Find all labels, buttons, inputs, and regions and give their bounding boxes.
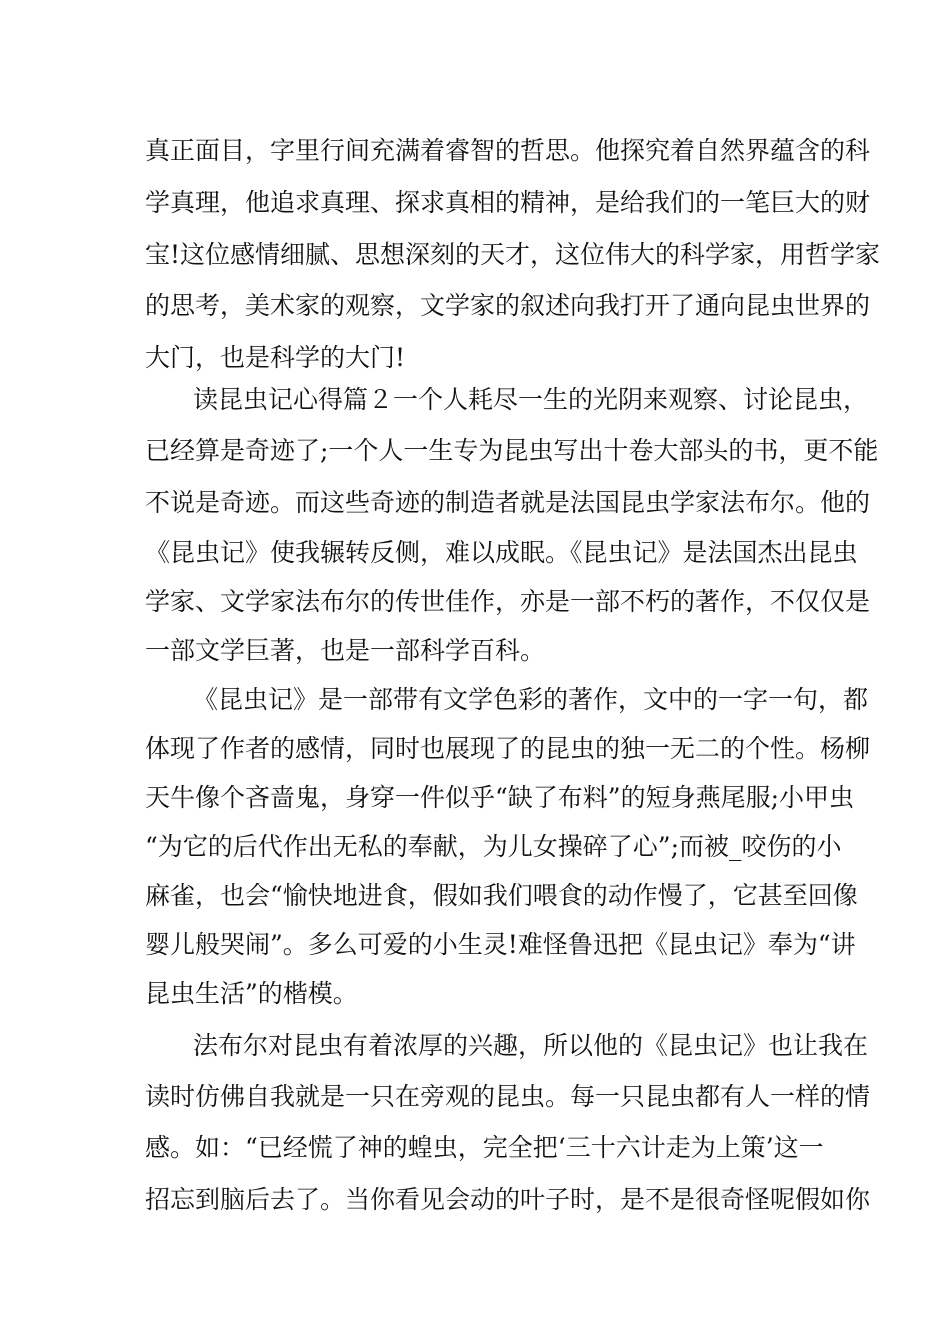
paragraph-line: 《昆虫记》使我辗转反侧，难以成眠。《昆虫记》是法国杰出昆虫 <box>145 538 858 567</box>
paragraph-line: 宝!这位感情细腻、思想深刻的天才，这位伟大的科学家，用哲学家 <box>145 240 881 269</box>
paragraph-line: “为它的后代作出无私的奉献，为儿女操碎了心”;而被_咬伤的小 <box>145 832 842 861</box>
paragraph-line: 《昆虫记》是一部带有文学色彩的著作，文中的一字一句，都 <box>193 685 869 714</box>
paragraph-line: 体现了作者的感情，同时也展现了的昆虫的独一无二的个性。杨柳 <box>145 734 871 763</box>
paragraph-line: 麻雀，也会“愉快地进食，假如我们喂食的动作慢了，它甚至回像 <box>145 881 858 910</box>
paragraph-line: 婴儿般哭闹”。多么可爱的小生灵!难怪鲁迅把《昆虫记》奉为“讲 <box>145 930 856 959</box>
paragraph-line: 读昆虫记心得篇２一个人耗尽一生的光阴来观察、讨论昆虫， <box>193 385 869 414</box>
paragraph-line: 天牛像个吝啬鬼，身穿一件似乎“缺了布料”的短身燕尾服;小甲虫 <box>145 783 854 812</box>
paragraph-line: 一部文学巨著，也是一部科学百科。 <box>145 636 546 665</box>
paragraph-line: 法布尔对昆虫有着浓厚的兴趣，所以他的《昆虫记》也让我在 <box>193 1031 869 1060</box>
paragraph-line: 不说是奇迹。而这些奇迹的制造者就是法国昆虫学家法布尔。他的 <box>145 488 871 517</box>
paragraph-line: 的思考，美术家的观察，文学家的叙述向我打开了通向昆虫世界的 <box>145 291 871 320</box>
paragraph-line: 已经算是奇迹了;一个人一生专为昆虫写出十卷大部头的书，更不能 <box>145 436 879 465</box>
paragraph-line: 招忘到脑后去了。当你看见会动的叶子时，是不是很奇怪呢假如你 <box>145 1185 871 1214</box>
paragraph-line: 学家、文学家法布尔的传世佳作，亦是一部不朽的著作，不仅仅是 <box>145 587 871 616</box>
paragraph-line: 昆虫生活”的楷模。 <box>145 979 358 1008</box>
paragraph-line: 学真理，他追求真理、探求真相的精神，是给我们的一笔巨大的财 <box>145 188 871 217</box>
paragraph-line: 真正面目，字里行间充满着睿智的哲思。他探究着自然界蕴含的科 <box>145 136 871 165</box>
paragraph-line: 大门，也是科学的大门! <box>145 343 406 372</box>
paragraph-line: 读时仿佛自我就是一只在旁观的昆虫。每一只昆虫都有人一样的情 <box>145 1082 871 1111</box>
paragraph-line: 感。如：“已经慌了神的蝗虫，完全把‘三十六计走为上策’这一 <box>145 1133 824 1162</box>
